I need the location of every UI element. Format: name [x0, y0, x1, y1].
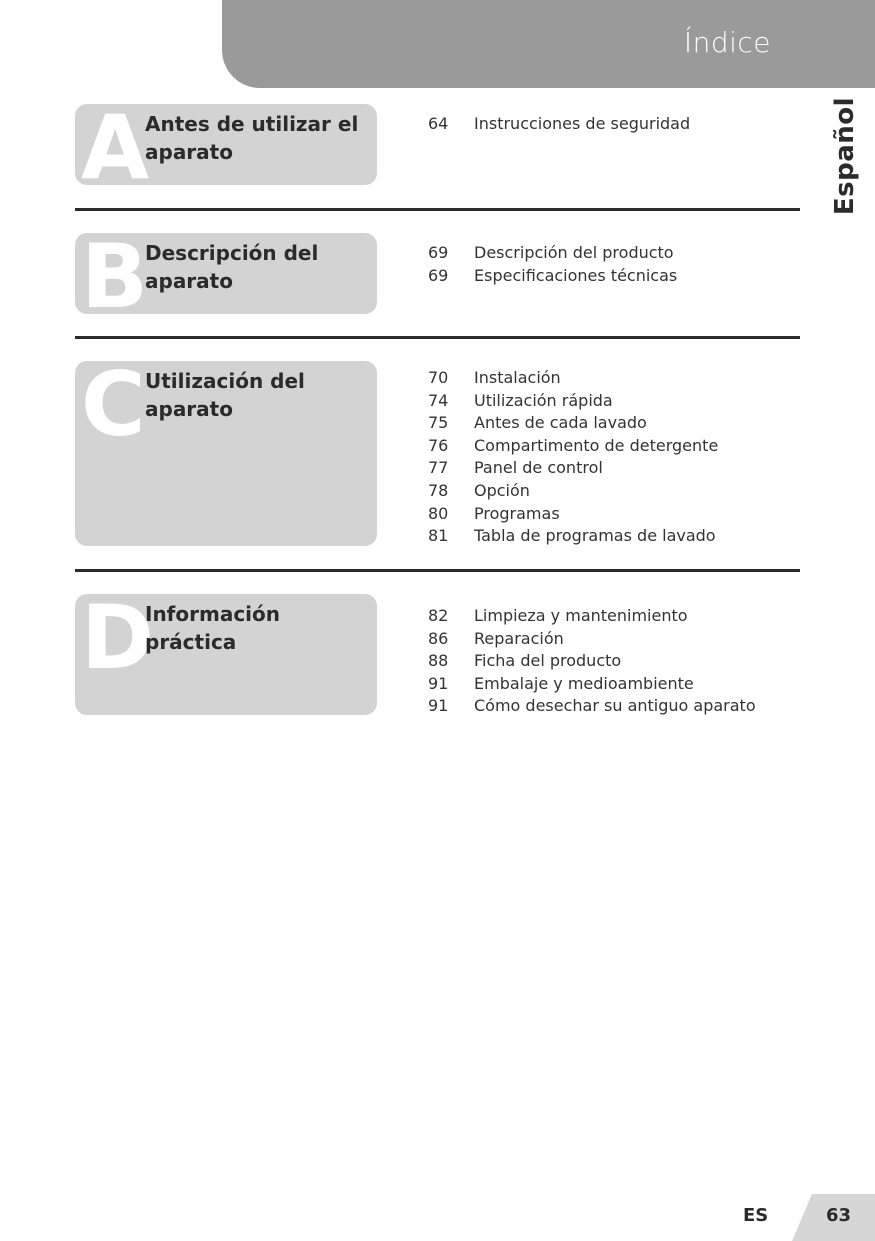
- section-box: [75, 104, 377, 185]
- toc-entry[interactable]: [428, 480, 718, 503]
- entry-page: 69: [428, 243, 449, 262]
- section-letter: B: [81, 233, 149, 314]
- entry-page: 75: [428, 413, 449, 433]
- section-title: Información práctica: [145, 602, 281, 654]
- entry-page: 77: [428, 458, 449, 478]
- section-divider: [75, 569, 800, 572]
- entry-page: 86: [428, 628, 449, 648]
- toc-entry[interactable]: [428, 650, 756, 673]
- page-title: Índice: [683, 26, 771, 59]
- section-divider: [75, 208, 800, 211]
- entry-label: Cómo desechar su antiguo aparato: [474, 696, 756, 716]
- toc-entry[interactable]: [428, 113, 690, 136]
- header-tab: [222, 0, 875, 88]
- section-letter: D: [81, 594, 155, 689]
- entry-list: [428, 367, 718, 548]
- entry-page: 70: [428, 368, 449, 387]
- entry-label: Instalación: [474, 368, 561, 387]
- toc-entry[interactable]: [428, 412, 718, 435]
- toc-entry[interactable]: [428, 242, 677, 265]
- section-box: [75, 594, 377, 715]
- entry-label: Programas: [474, 503, 560, 523]
- section-title: Utilización del aparato: [145, 369, 305, 421]
- footer-language-code: ES: [743, 1205, 769, 1226]
- entry-list: [428, 113, 690, 136]
- entry-list: [428, 605, 756, 718]
- entry-page: 80: [428, 503, 449, 523]
- entry-label: Ficha del producto: [474, 651, 622, 671]
- toc-entry[interactable]: [428, 265, 677, 288]
- toc-entry[interactable]: [428, 457, 718, 480]
- footer-page-number: 63: [826, 1205, 852, 1226]
- entry-label: Instrucciones de seguridad: [474, 114, 691, 133]
- toc-entry[interactable]: [428, 628, 756, 651]
- section-title: Antes de utilizar el aparato: [145, 112, 359, 164]
- entry-label: Limpieza y mantenimiento: [474, 606, 688, 625]
- toc-entry[interactable]: [428, 435, 718, 458]
- entry-page: 76: [428, 435, 449, 455]
- entry-label: Reparación: [474, 628, 564, 648]
- entry-page: 88: [428, 651, 449, 671]
- entry-page: 91: [428, 696, 449, 716]
- entry-label: Panel de control: [474, 458, 603, 478]
- entry-page: 91: [428, 673, 449, 693]
- entry-list: [428, 242, 677, 287]
- entry-page: 81: [428, 526, 449, 546]
- toc-entry[interactable]: [428, 605, 756, 628]
- section-title: Descripción del aparato: [145, 241, 319, 293]
- toc-entry[interactable]: [428, 525, 718, 548]
- toc-entry[interactable]: [428, 503, 718, 526]
- entry-label: Utilización rápida: [474, 390, 613, 410]
- section-box: [75, 233, 377, 314]
- toc-entry[interactable]: [428, 390, 718, 413]
- toc-entry[interactable]: [428, 367, 718, 390]
- entry-label: Compartimento de detergente: [474, 435, 719, 455]
- entry-page: 78: [428, 480, 449, 500]
- entry-label: Embalaje y medioambiente: [474, 673, 694, 693]
- toc-entry[interactable]: [428, 673, 756, 696]
- entry-label: Especificaciones técnicas: [474, 265, 678, 285]
- entry-label: Opción: [474, 480, 530, 500]
- language-label: Español: [830, 96, 860, 216]
- section-divider: [75, 336, 800, 339]
- toc-entry[interactable]: [428, 695, 756, 718]
- section-letter: A: [81, 104, 150, 185]
- entry-page: 64: [428, 114, 449, 133]
- section-box: [75, 361, 377, 546]
- entry-page: 74: [428, 390, 449, 410]
- entry-label: Descripción del producto: [474, 243, 674, 262]
- entry-label: Antes de cada lavado: [474, 413, 647, 433]
- section-letter: C: [81, 361, 146, 456]
- entry-page: 69: [428, 265, 449, 285]
- entry-page: 82: [428, 606, 449, 625]
- entry-label: Tabla de programas de lavado: [474, 526, 716, 546]
